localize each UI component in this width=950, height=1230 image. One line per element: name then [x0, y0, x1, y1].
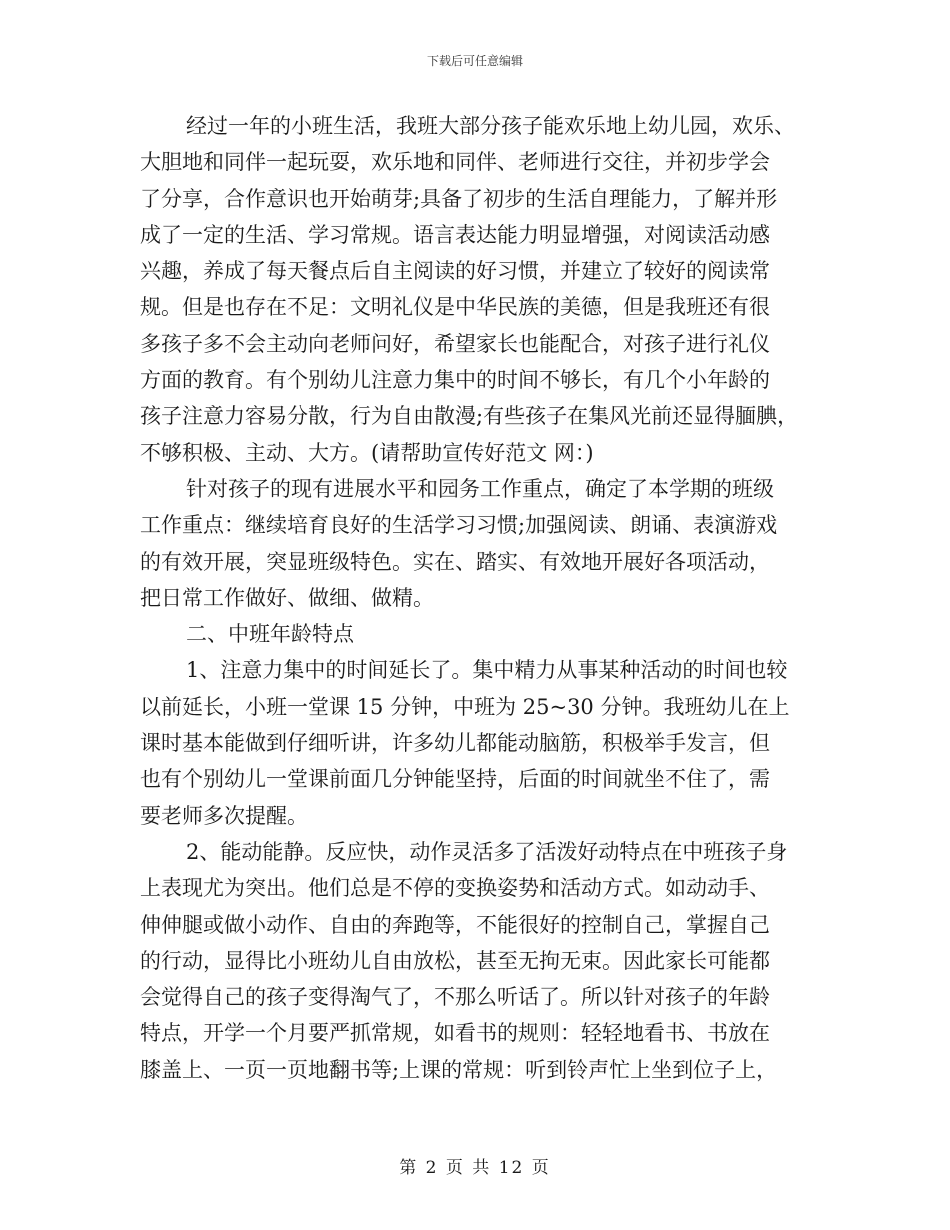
paragraph-line: 课时基本能做到仔细听讲，许多幼儿都能动脑筋，积极举手发言，但 [140, 731, 770, 756]
paragraph-line: 不够积极、主动、大方。(请帮助宣传好范文 网：) [140, 440, 594, 465]
paragraph-line: 兴趣，养成了每天餐点后自主阅读的好习惯，并建立了较好的阅读常 [140, 259, 770, 284]
paragraph-line: 把日常工作做好、做细、做精。 [140, 585, 434, 610]
page-footer: 第 2 页 共 12 页 [399, 1158, 551, 1178]
paragraph-line: 1、注意力集中的时间延长了。集中精力从事某种活动的时间也较 [186, 658, 788, 683]
paragraph-line: 上表现尤为突出。他们总是不停的变换姿势和活动方式。如动动手、 [140, 876, 770, 901]
paragraph-line: 成了一定的生活、学习常规。语言表达能力明显增强，对阅读活动感 [140, 222, 770, 247]
paragraph-line: 会觉得自己的孩子变得淘气了，不那么听话了。所以针对孩子的年龄 [140, 985, 770, 1010]
paragraph-line: 针对孩子的现有进展水平和园务工作重点，确定了本学期的班级 [186, 476, 774, 501]
paragraph-line: 也有个别幼儿一堂课前面几分钟能坚持，后面的时间就坐不住了，需 [140, 767, 770, 792]
paragraph-line: 2、能动能静。反应快，动作灵活多了活泼好动特点在中班孩子身 [186, 839, 788, 864]
paragraph-line: 方面的教育。有个别幼儿注意力集中的时间不够长，有几个小年龄的 [140, 368, 770, 393]
paragraph-line: 规。但是也存在不足：文明礼仪是中华民族的美德，但是我班还有很 [140, 295, 770, 320]
paragraph-line: 了分享，合作意识也开始萌芽;具备了初步的生活自理能力，了解并形 [140, 186, 778, 211]
paragraph-line: 经过一年的小班生活，我班大部分孩子能欢乐地上幼儿园，欢乐、 [186, 114, 795, 138]
paragraph-line: 孩子注意力容易分散，行为自由散漫;有些孩子在集风光前还显得腼腆， [140, 404, 799, 429]
paragraph-line: 的行动，显得比小班幼儿自由放松，甚至无拘无束。因此家长可能都 [140, 948, 770, 973]
paragraph-line: 工作重点：继续培育良好的生活学习习惯;加强阅读、朗诵、表演游戏 [140, 513, 778, 538]
paragraph-line: 大胆地和同伴一起玩耍，欢乐地和同伴、老师进行交往，并初步学会 [140, 150, 770, 175]
document-body [140, 108, 820, 1088]
section-heading: 二、中班年龄特点 [186, 622, 354, 647]
paragraph-line: 伸伸腿或做小动作、自由的奔跑等，不能很好的控制自己，掌握自己 [140, 912, 770, 937]
paragraph-line: 的有效开展，突显班级特色。实在、踏实、有效地开展好各项活动， [140, 549, 770, 574]
paragraph-line: 膝盖上、一页一页地翻书等;上课的常规：听到铃声忙上坐到位子上， [140, 1057, 778, 1082]
paragraph-line: 多孩子多不会主动向老师问好，希望家长也能配合，对孩子进行礼仪 [140, 331, 770, 356]
page-header: 下载后可任意编辑 [426, 54, 523, 68]
paragraph-line: 特点，开学一个月要严抓常规，如看书的规则：轻轻地看书、书放在 [140, 1021, 770, 1046]
paragraph-line: 要老师多次提醒。 [140, 803, 308, 828]
paragraph-line: 以前延长，小班一堂课 15 分钟，中班为 25~30 分钟。我班幼儿在上 [140, 694, 790, 719]
